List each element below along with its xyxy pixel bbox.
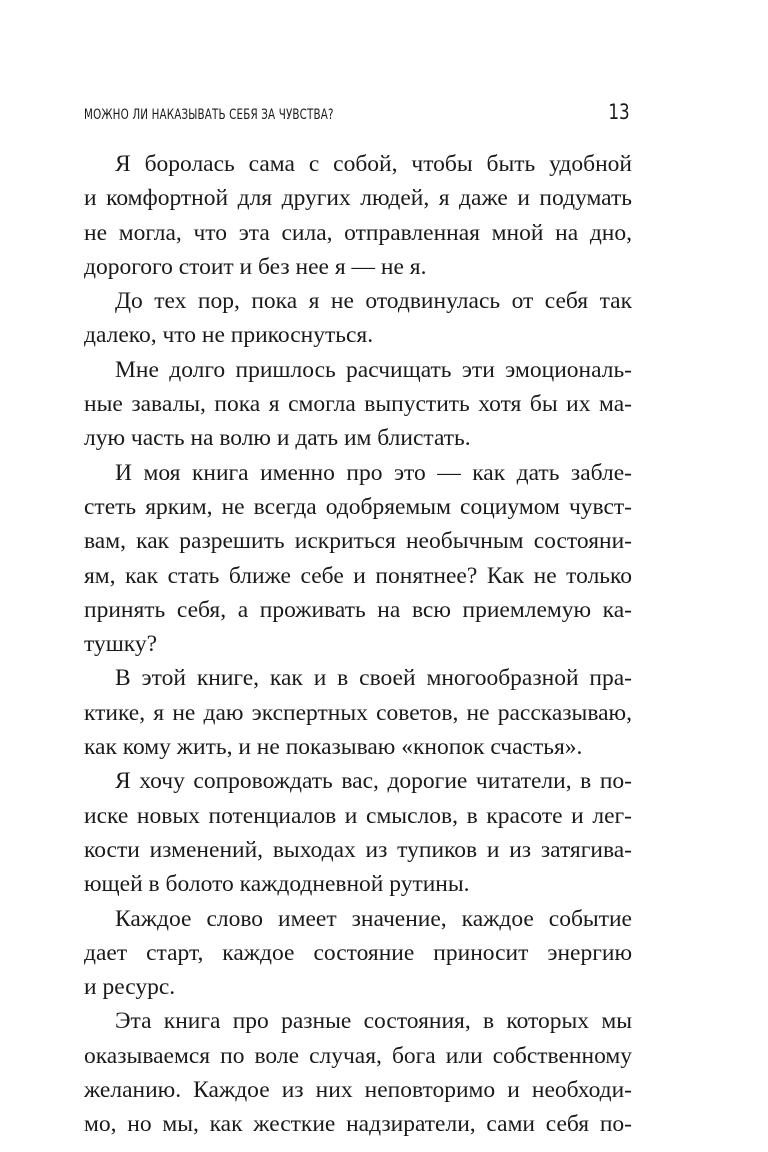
text-line: иске новых потенциалов и смыслов, в красоте и лег- [84, 802, 632, 829]
text-line: ные завалы, пока я смогла выпустить хотя бы их ма- [84, 391, 632, 418]
running-head [84, 100, 630, 130]
text-line: Я хочу сопровождать вас, дорогие читатели, в по- [115, 768, 632, 795]
paragraph [84, 902, 632, 1005]
text-line: и ресурс. [84, 974, 176, 1001]
text-line: желанию. Каждое из них неповторимо и необходи- [84, 1077, 632, 1104]
text-line: кости изменений, выходах из тупиков и из затягива- [84, 836, 632, 863]
paragraph [84, 147, 632, 284]
text-line: дает старт, каждое состояние приносит энергию [84, 939, 632, 966]
body-text [84, 147, 632, 1142]
text-line: ям, как стать ближе себе и понятнее? Как не только [84, 562, 632, 589]
text-line: далеко, что не прикоснуться. [84, 322, 374, 349]
text-line: тушку? [84, 631, 158, 658]
text-line: как кому жить, и не показываю «кнопок счастья». [84, 734, 583, 761]
paragraph [84, 661, 632, 764]
text-line: стеть ярким, не всегда одобряемым социумом чувст- [84, 493, 632, 520]
text-line: не могла, что эта сила, отправленная мной на дно, [84, 219, 632, 246]
text-line: Я боролась сама с собой, чтобы быть удобной [115, 151, 632, 177]
text-line: И моя книга именно про это — как дать забле- [115, 459, 632, 486]
paragraph [84, 456, 632, 662]
page-number: 13 [608, 100, 630, 124]
text-line: ктике, я не даю экспертных советов, не рассказываю, [84, 699, 632, 726]
text-line: До тех пор, пока я не отодвинулась от себя так [115, 288, 632, 315]
text-line: Каждое слово имеет значение, каждое событие [115, 905, 632, 932]
text-line: дорогого стоит и без нее я — не я. [84, 253, 427, 280]
text-line: Мне долго пришлось расчищать эти эмоциональ- [115, 356, 632, 383]
text-line: принять себя, а проживать на всю приемлемую ка- [84, 596, 632, 623]
text-line: ющей в болото каждодневной рутины. [84, 871, 470, 898]
paragraph [84, 284, 632, 353]
paragraph [84, 764, 632, 901]
running-title: МОЖНО ЛИ НАКАЗЫВАТЬ СЕБЯ ЗА ЧУВСТВА? [84, 107, 334, 123]
text-line: оказываемся по воле случая, бога или собственному [84, 1042, 632, 1069]
paragraph [84, 353, 632, 456]
text-line: лую часть на волю и дать им блистать. [84, 425, 471, 452]
text-line: мо, но мы, как жесткие надзиратели, сами себя по- [84, 1111, 632, 1138]
text-line: Эта книга про разные состояния, в которых мы [115, 1008, 632, 1035]
text-line: вам, как разрешить искриться необычным состояни- [84, 528, 632, 555]
text-line: и комфортной для других людей, я даже и подумать [84, 185, 632, 212]
paragraph [84, 1004, 632, 1141]
text-line: В этой книге, как и в своей многообразной пра- [115, 665, 632, 692]
